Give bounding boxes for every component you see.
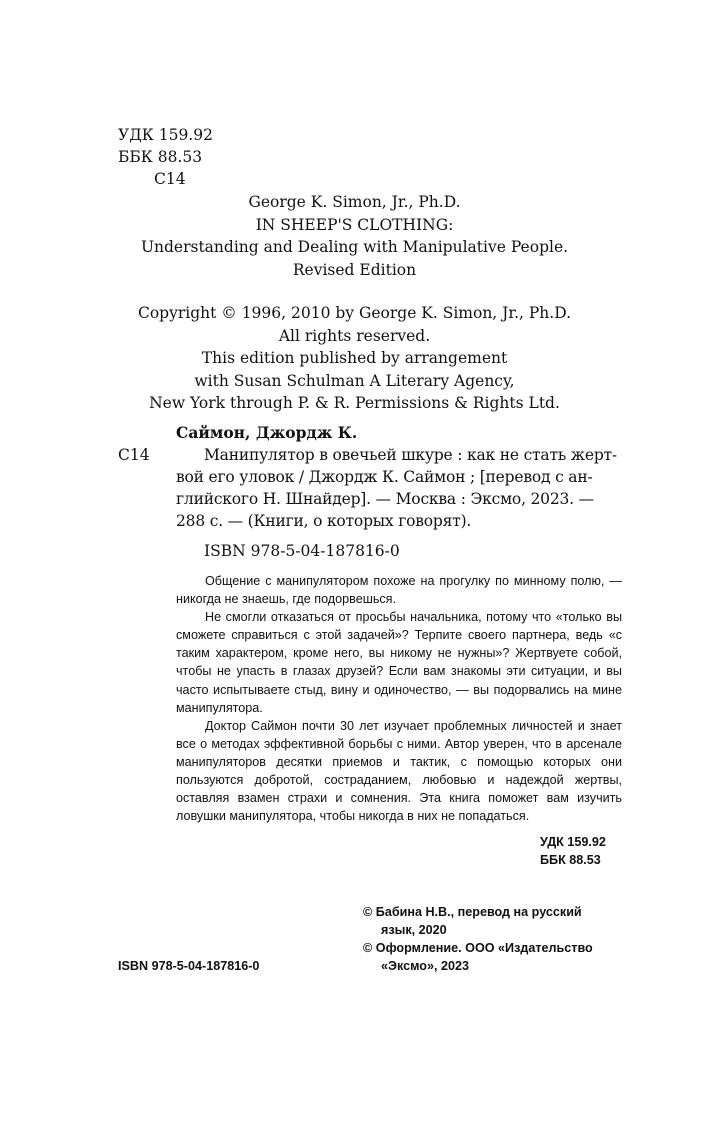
original-title: IN SHEEP'S CLOTHING: — [255, 215, 454, 234]
annotation — [176, 572, 622, 825]
record-line-2: вой его уловок / Джордж К. Саймон ; [перевод с ан- — [176, 468, 593, 486]
record-mark: С14 — [118, 446, 150, 464]
original-title-block — [0, 191, 709, 281]
design-credit-line-1: © Оформление. ООО «Издательство — [363, 941, 593, 955]
annotation-paragraph: Доктор Саймон почти 30 лет изучает проблемных личностей и знает все о методах эффективной борьбы с ними. Автор уверен, что в арсенале манипуляторов десятки приемов и тактик, с помощью которых они пользуются добротой, состраданием, любовью и надеждой жертвы, оставляя взамен страхи и сомнения. Эта книга поможет вам изучить ловушки манипулятора, чтобы никогда в них не попадаться. — [176, 718, 622, 824]
annotation-paragraph: Не смогли отказаться от просьбы начальника, потому что «только вы сможете справиться с этой задачей»? Терпите своего партнера, ведь «с таким характером, кроме него, вы никому не нужны»? Жертвуете собой, чтобы не упасть в глазах друзей? Если вам знакомы эти ситуации, и вы часто испытываете стыд, вину и одиночество, — вы подорвались на мине манипулятора. — [176, 610, 622, 715]
arrangement-line-3: New York through P. & R. Permissions & Rights Ltd. — [149, 394, 560, 412]
record-line-1: Манипулятор в овечьей шкуре : как не стать жерт- — [204, 446, 617, 464]
original-subtitle: Understanding and Dealing with Manipulative People. — [140, 238, 569, 256]
rights-block — [0, 302, 709, 415]
author-mark: С14 — [154, 170, 186, 188]
design-credit-line-2: «Эксмо», 2023 — [381, 959, 469, 973]
annotation-paragraph: Общение с манипулятором похоже на прогулку по минному полю, — никогда не знаешь, где подорвешься. — [176, 574, 622, 607]
bbk-code: ББК 88.53 — [118, 148, 203, 166]
record-line-3: глийского Н. Шнайдер]. — Москва : Эксмо, 2023. — — [176, 490, 594, 508]
footer-udk: УДК 159.92 — [540, 835, 606, 849]
record-heading: Саймон, Джордж К. — [176, 423, 358, 442]
footer-bbk: ББК 88.53 — [540, 853, 601, 867]
footer-isbn: ISBN 978-5-04-187816-0 — [118, 959, 260, 973]
translation-credit-line-2: язык, 2020 — [381, 923, 447, 937]
rights-reserved: All rights reserved. — [278, 326, 431, 345]
original-author: George K. Simon, Jr., Ph.D. — [248, 193, 461, 211]
arrangement-line-1: This edition published by arrangement — [201, 349, 508, 367]
original-edition: Revised Edition — [292, 260, 417, 279]
record-line-4: 288 с. — (Книги, о которых говорят). — [176, 512, 472, 530]
record-isbn: ISBN 978-5-04-187816-0 — [204, 542, 400, 560]
translation-credit-line-1: © Бабина Н.В., перевод на русский — [363, 905, 582, 919]
arrangement-line-2: with Susan Schulman A Literary Agency, — [194, 371, 515, 390]
copyright-line: Copyright © 1996, 2010 by George K. Simon, Jr., Ph.D. — [137, 304, 572, 322]
udk-code: УДК 159.92 — [118, 126, 213, 144]
